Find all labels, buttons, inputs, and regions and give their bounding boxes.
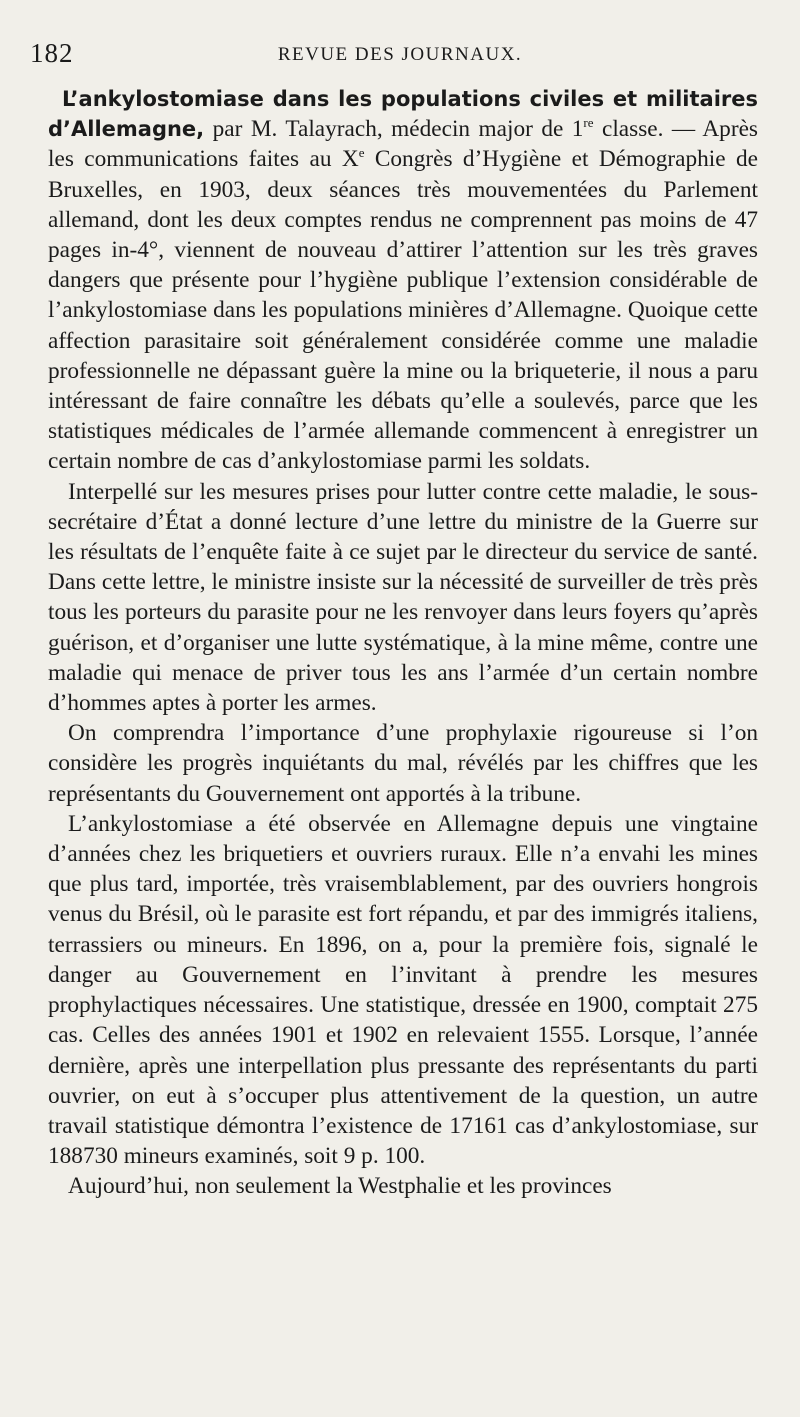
paragraph: Interpellé sur les mesures prises pour lutter contre cette maladie, le sous-secrétaire d’État a donné lecture d’une lettre du ministre de la Guerre sur les résultats de l’enquête faite à ce sujet par le directeur du service de santé. Dans cette lettre, le ministre insiste sur la nécessité de surveiller de très près tous les porteurs du parasite pour ne les renvoyer dans leurs foyers qu’après guérison, et d’organiser une lutte systématique, à la mine même, contre une maladie qui menace de priver tous les ans l’armée d’un certain nombre d’hommes aptes à porter les armes.	[48, 478, 758, 717]
byline: par M. Talayrach, médecin major de	[204, 116, 572, 143]
paragraph-intro	[48, 84, 758, 477]
rank-number: 1	[571, 116, 584, 143]
paragraph: On comprendra l’importance d’une prophylaxie rigoureuse si l’on considère les progrès inquiétants du mal, révélés par les chiffres que les représentants du Gouvernement ont apportés à la tribune.	[48, 720, 758, 807]
running-title: REVUE DES JOURNAUX.	[277, 44, 523, 65]
paragraph: Aujourd’hui, non seulement la Westphalie et les provinces	[68, 1173, 612, 1200]
rank-superscript: re	[583, 115, 594, 131]
running-head	[30, 38, 770, 78]
paragraph-text: Congrès d’Hygiène et Démographie de Bruxelles, en 1903, deux séances très mouvementées du Parlement allemand, dont les deux comptes rendus ne comprennent pas moins de 47 pages in-4°, viennent de nouveau d’attirer l’attention sur les très graves dangers que présente pour l’hygiène publique l’extension considérable de l’ankylostomiase dans les populations minières d’Allemagne. Quoique cette affection parasitaire soit généralement considérée comme une maladie professionnelle ne dépassant guère la mine ou la briqueterie, il nous a paru intéressant de faire connaître les débats qu’elle a soulevés, parce que les statistiques médicales de l’armée allemande commencent à enregistrer un certain nombre de cas d’ankylostomiase parmi les soldats.	[48, 146, 758, 475]
article-body	[48, 84, 758, 1202]
paragraph: L’ankylostomiase a été observée en Allemagne depuis une vingtaine d’années chez les briquetiers et ouvriers ruraux. Elle n’a envahi les mines que plus tard, importée, très vraisemblablement, par des ouvriers hongrois venus du Brésil, où le parasite est fort répandu, et par des immigrés italiens, terrassiers ou mineurs. En 1896, on a, pour la première fois, signalé le danger au Gouvernement en l’invitant à prendre les mesures prophylactiques nécessaires. Une statistique, dressée en 1900, comptait 275 cas. Celles des années 1901 et 1902 en relevaient 1555. Lorsque, l’année dernière, après une interpellation plus pressante des représentants du parti ouvrier, on eut à s’occuper plus attentivement de la question, un autre travail statistique démontra l’existence de 17161 cas d’ankylostomiase, sur 188730 mineurs examinés, soit 9 p. 100.	[48, 810, 758, 1170]
page-number: 182	[30, 38, 74, 68]
article-title: L’ankylostomiase dans les populations civiles et militaires d’Allemagne,	[48, 87, 758, 142]
congress-superscript: e	[358, 145, 365, 161]
paragraph-text: classe. — Après les communications faites au X	[48, 116, 758, 173]
